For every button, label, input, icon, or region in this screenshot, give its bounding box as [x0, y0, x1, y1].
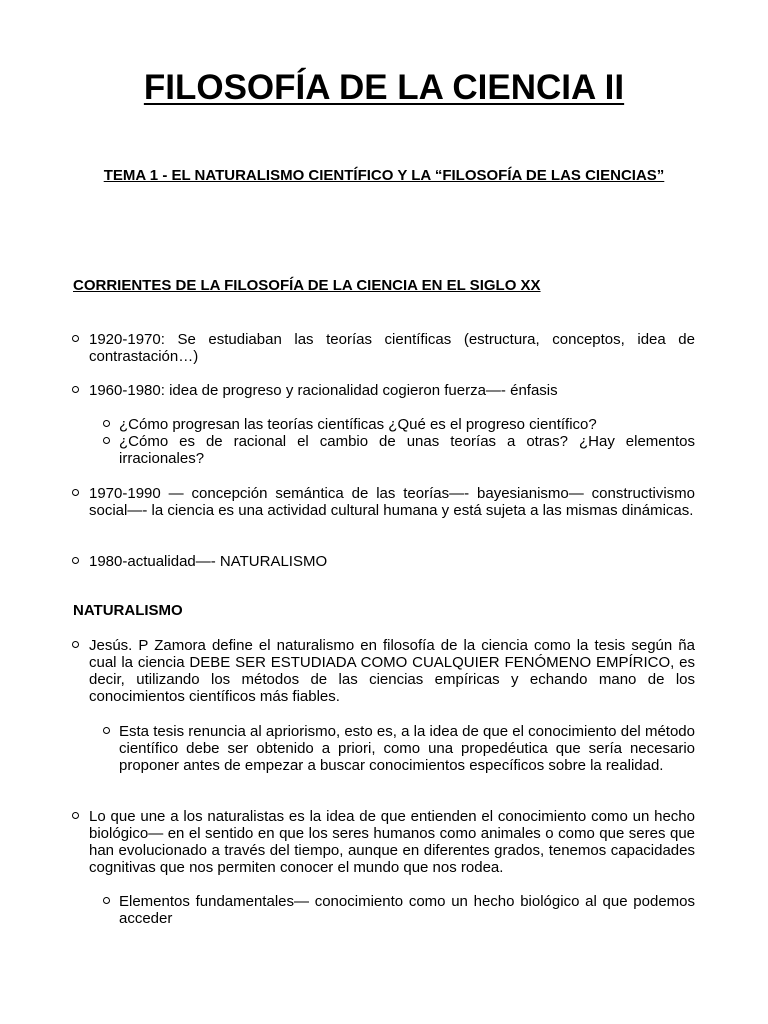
bullet-circle-icon: [103, 727, 110, 734]
list-item: ¿Cómo es de racional el cambio de unas teorías a otras? ¿Hay elementos irracionales?: [119, 433, 695, 467]
list-item: Esta tesis renuncia al apriorismo, esto es, a la idea de que el conocimiento del método científico debe ser obtenido a priori, como una propedéutica que sería necesario proponer antes de empezar a buscar conocimientos específicos sobre la realidad.: [119, 723, 695, 774]
list-item: ¿Cómo progresan las teorías científicas ¿Qué es el progreso científico?: [119, 416, 597, 433]
list-item: Jesús. P Zamora define el naturalismo en filosofía de la ciencia como la tesis según ña cual la ciencia DEBE SER ESTUDIADA COMO CUALQUIER FENÓMENO EMPÍRICO, es decir, utilizando los métodos de las ciencias empíricas y echando mano de los conocimientos científicos más fiables.: [89, 637, 695, 705]
bullet-circle-icon: [72, 489, 79, 496]
bullet-circle-icon: [72, 812, 79, 819]
section-heading-naturalismo: NATURALISMO: [73, 602, 183, 619]
bullet-circle-icon: [103, 897, 110, 904]
bullet-circle-icon: [103, 437, 110, 444]
bullet-circle-icon: [72, 386, 79, 393]
list-item: Elementos fundamentales— conocimiento como un hecho biológico al que podemos acceder: [119, 893, 695, 927]
bullet-circle-icon: [72, 557, 79, 564]
bullet-circle-icon: [103, 420, 110, 427]
list-item: Lo que une a los naturalistas es la idea de que entienden el conocimiento como un hecho biológico— en el sentido en que los seres humanos como animales o como que seres que han evolucionado a través del tiempo, aunque en diferentes grados, tenemos capacidades cognitivas que nos permiten conocer el mundo que nos rodea.: [89, 808, 695, 876]
list-item: 1960-1980: idea de progreso y racionalidad cogieron fuerza—- énfasis: [89, 382, 558, 399]
list-item: 1920-1970: Se estudiaban las teorías científicas (estructura, conceptos, idea de contrastación…): [89, 331, 695, 365]
bullet-circle-icon: [72, 335, 79, 342]
document-title: FILOSOFÍA DE LA CIENCIA II: [143, 68, 625, 107]
section-heading-corrientes: CORRIENTES DE LA FILOSOFÍA DE LA CIENCIA EN EL SIGLO XX: [73, 277, 541, 294]
list-item: 1980-actualidad—- NATURALISMO: [89, 553, 328, 570]
list-item: 1970-1990 — concepción semántica de las teorías—- bayesianismo— constructivismo social—- la ciencia es una actividad cultural humana y está sujeta a las mismas dinámicas.: [89, 485, 695, 519]
topic-subtitle: TEMA 1 - EL NATURALISMO CIENTÍFICO Y LA “FILOSOFÍA DE LAS CIENCIAS”: [103, 167, 665, 184]
bullet-circle-icon: [72, 641, 79, 648]
